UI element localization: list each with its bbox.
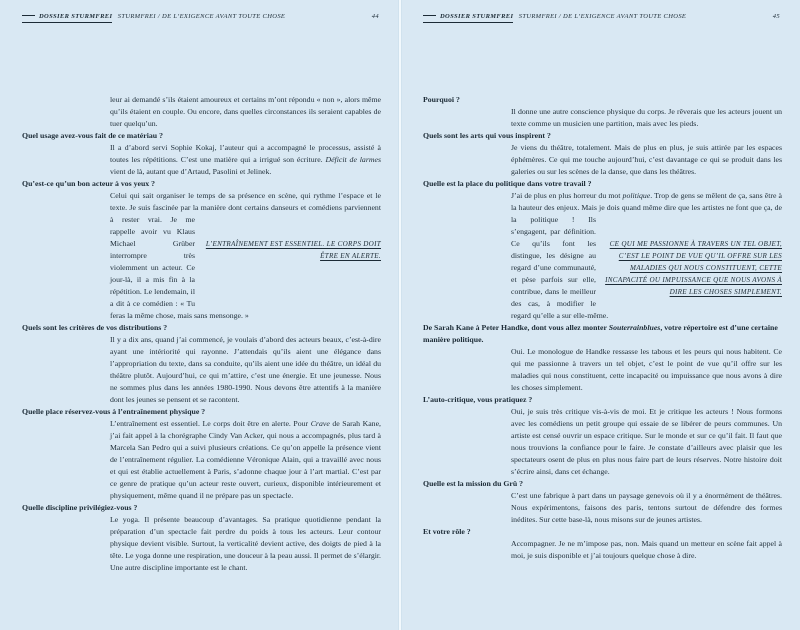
text-run: J’ai de plus en plus horreur du mot [511, 191, 623, 200]
text-run: L’auto-critique, vous pratiquez ? [423, 395, 533, 404]
interview-question [423, 94, 782, 106]
interview-answer [511, 406, 782, 478]
text-run: Quelle discipline privilégiez-vous ? [22, 503, 138, 512]
text-run: Je viens du théâtre, totalement. Mais de plus en plus, je suis attirée par les espaces éphémères. Ce qui me touche aujourd’hui, c’est davantage ce qui se produit dans les galeries ou sur les scènes de la danse, que dans les théâtres. [511, 143, 782, 176]
interview-answer [511, 346, 782, 394]
text-run: Quelle est la place du politique dans votre travail ? [423, 179, 592, 188]
page-left [0, 0, 399, 630]
interview-answer [110, 418, 381, 502]
text-run: De Sarah Kane à Peter Handke, dont vous allez monter [423, 323, 609, 332]
interview-question [423, 526, 782, 538]
interview-question [22, 322, 381, 334]
interview-answer [511, 142, 782, 178]
header-running-title: STURMFREI / DE L’EXIGENCE AVANT TOUTE CHOSE [518, 13, 687, 20]
interview-question [423, 478, 782, 490]
interview-answer [511, 190, 782, 322]
interview-answer [110, 142, 381, 178]
text-run: Quels sont les arts qui vous inspirent ? [423, 131, 551, 140]
text-run: ne font que ça, de la politique ! Ils s’engagent, par définition. Ce qu’ils font les distingue, les désigne au regard d’une communauté, et pèse parfois sur elle, contribue, dans le meilleur des cas, à modifier le regard qu’elle a sur elle-même. [511, 203, 783, 320]
text-run: Celui qui sait organiser le temps de sa présence en scène, qui rythme l’espace et le texte. Je suis fascinée par la manière dont certains danseurs et comédiens [110, 191, 381, 212]
text-run: vient de là, autant que d’Artaud, Pasolini et Jelinek. [110, 167, 272, 176]
text-run: parviennent à rester vrai. Je me rappelle avoir vu Klaus Michael Grüber interrompre très violemment un acteur. Ce jour-là, il a mis fin à la répétition. Le lendemain, il a dit à ce comédien : « Tu feras la même chose, mais sans mensonge. » [110, 203, 381, 320]
text-run: leur ai demandé s’ils étaient amoureux et certains m’ont répondu « non », alors même qu’ils étaient en couple. Ou encore, dans quelles circonstances ils seraient capables de tuer quelqu’un. [110, 95, 381, 128]
interview-answer [511, 490, 782, 526]
header-dossier-label: DOSSIER STURMFREI [22, 13, 112, 23]
text-run: C’est une fabrique à part dans un paysage genevois où il y a énormément de théâtres. Nous expérimentons, faisons des paris, tentons surtout de défendre des formes inédites. Sur cette base-là, nous misons sur de jeunes artistes. [511, 491, 782, 524]
interview-answer [110, 514, 381, 574]
interview-column [22, 94, 381, 574]
page-right [401, 0, 800, 630]
text-run: Souterrainblues [608, 323, 661, 332]
text-run: Il y a dix ans, quand j’ai commencé, je voulais d’abord des acteurs beaux, c’est-à-dire ayant une intériorité qui rayonne. J’attendais qu’ils aient une élégance dans l’appropriation du texte, dans sa conduite, qu’ils aient une idée du théâtre, un idéal du théâtre plutôt. Aujourd’hui, ce qui m’attire, c’est une énergie. Et une jeunesse. Nous ne sommes plus dans les années 1980-1990. Nous devons être attentifs à la manière dont les jeunes se pensent et se racontent. [110, 335, 381, 404]
interview-column [423, 94, 782, 562]
text-run: Le yoga. Il présente beaucoup d’avantages. Sa pratique quotidienne pendant la préparation d’un spectacle fait perdre du poids à tous les acteurs. Leur contour physique devient visible. Surtout, la verticalité devient active, des doigts de pied à la tête. Le yoga donne une respiration, une douceur à la peau aussi. Il permet de s’élargir. Une autre discipline importante est le chant. [110, 515, 381, 572]
interview-question [22, 130, 381, 142]
text-run: L’entraînement est essentiel. Le corps doit être en alerte. Pour [110, 419, 311, 428]
text-run: Oui. Le monologue de Handke ressasse les tabous et les peurs qui nous habitent. Ce qui me passionne à travers un tel objet, c’est le point de vue qu’il offre sur les maladies qui nous constituent, cette incapacité ou impuissance que nous avons à dire les choses simplement. [511, 347, 782, 392]
text-run: Oui, je suis très critique vis-à-vis de moi. Et je critique les acteurs ! Nous formons avec les comédiens un petit groupe qui essaie de se libérer de peurs communes. Un artiste est censé ouvrir un espace critique. Sur le monde et sur ce qu’il fait. Il faut que nous trouvions la confiance pour le faire. Je constate d’ailleurs avec plaisir que les spectateurs osent de plus en plus nous faire part de leurs réserves. Notre histoire doit s’écrire ainsi, dans cet échange. [511, 407, 782, 476]
text-run: Accompagner. Je ne m’impose pas, non. Mais quand un metteur en scène fait appel à moi, je suis disponible et j’ai toujours quelque chose à dire. [511, 539, 782, 560]
text-run: de Sarah Kane, j’ai fait appel à la chorégraphe Cindy Van Acker, qui nous a accompagnés, plus tard à Marcela San Pedro qui a suivi plusieurs créations. Ce qu’on appelle la présence vient de l’entraînement régulier. La comédienne Véronique Alain, qui a travaillé avec nous et qui est établie actuellement à Paris, s’adonne chaque jour à l’art martial. C’est par ce genre de pratique qu’un acteur reste ouvert, curieux, disponible intérieurement et physiquement, même quand il ne prépare pas un spectacle. [110, 419, 381, 500]
page-header [423, 10, 782, 94]
text-run: Quels sont les critères de vos distributions ? [22, 323, 168, 332]
interview-question [22, 406, 381, 418]
text-run: Déficit de larmes [325, 155, 381, 164]
text-run: politique [622, 191, 651, 200]
text-run: Quel usage avez-vous fait de ce matériau ? [22, 131, 163, 140]
page-header [22, 10, 381, 94]
text-run: Quelle place réservez-vous à l’entraînement physique ? [22, 407, 206, 416]
pull-quote: L’ENTRAÎNEMENT EST ESSENTIEL. LE CORPS DOIT ÊTRE EN ALERTE. [205, 240, 381, 260]
text-run: Il a d’abord servi Sophie Kokaj, l’auteur qui a accompagné le processus, assisté à toutes les répétitions. C’est une matière qui a irrigué son écriture. [110, 143, 381, 164]
interview-question [423, 394, 782, 406]
text-run: Il donne une autre conscience physique du corps. Je rêverais que les acteurs jouent un texte comme un musicien une partition, mais avec les pieds. [511, 107, 782, 128]
page-number: 44 [371, 13, 379, 20]
interview-question [22, 502, 381, 514]
text-run: Qu’est-ce qu’un bon acteur à vos yeux ? [22, 179, 156, 188]
interview-answer [110, 94, 381, 130]
page-number: 45 [772, 13, 780, 20]
interview-question [423, 178, 782, 190]
interview-answer [511, 106, 782, 130]
text-run: , votre répertoire est d’une certaine manière politique. [423, 323, 778, 344]
header-running-title: STURMFREI / DE L’EXIGENCE AVANT TOUTE CHOSE [117, 13, 286, 20]
text-run: Pourquoi ? [423, 95, 460, 104]
text-run: Et votre rôle ? [423, 527, 471, 536]
header-dossier-label: DOSSIER STURMFREI [423, 13, 513, 23]
interview-answer [110, 190, 381, 322]
interview-question [423, 130, 782, 142]
interview-question [423, 322, 782, 346]
text-run: . Trop de gens se mêlent de ça, sans être à la hauteur des enjeux. Mais je dois quand même dire que les artistes [511, 191, 782, 212]
interview-question [22, 178, 381, 190]
interview-answer [511, 538, 782, 562]
text-run: Crave [310, 419, 330, 428]
pull-quote: CE QUI ME PASSIONNE À TRAVERS UN TEL OBJET, C’EST LE POINT DE VUE QU’IL OFFRE SUR LES MALADIES QUI NOUS CONSTITUENT, CETTE INCAPACITÉ OU IMPUISSANCE QUE NOUS AVONS À DIRE LES CHOSES SIMPLEMENT. [605, 240, 782, 296]
text-run: Quelle est la mission du Grü ? [423, 479, 524, 488]
interview-answer [110, 334, 381, 406]
